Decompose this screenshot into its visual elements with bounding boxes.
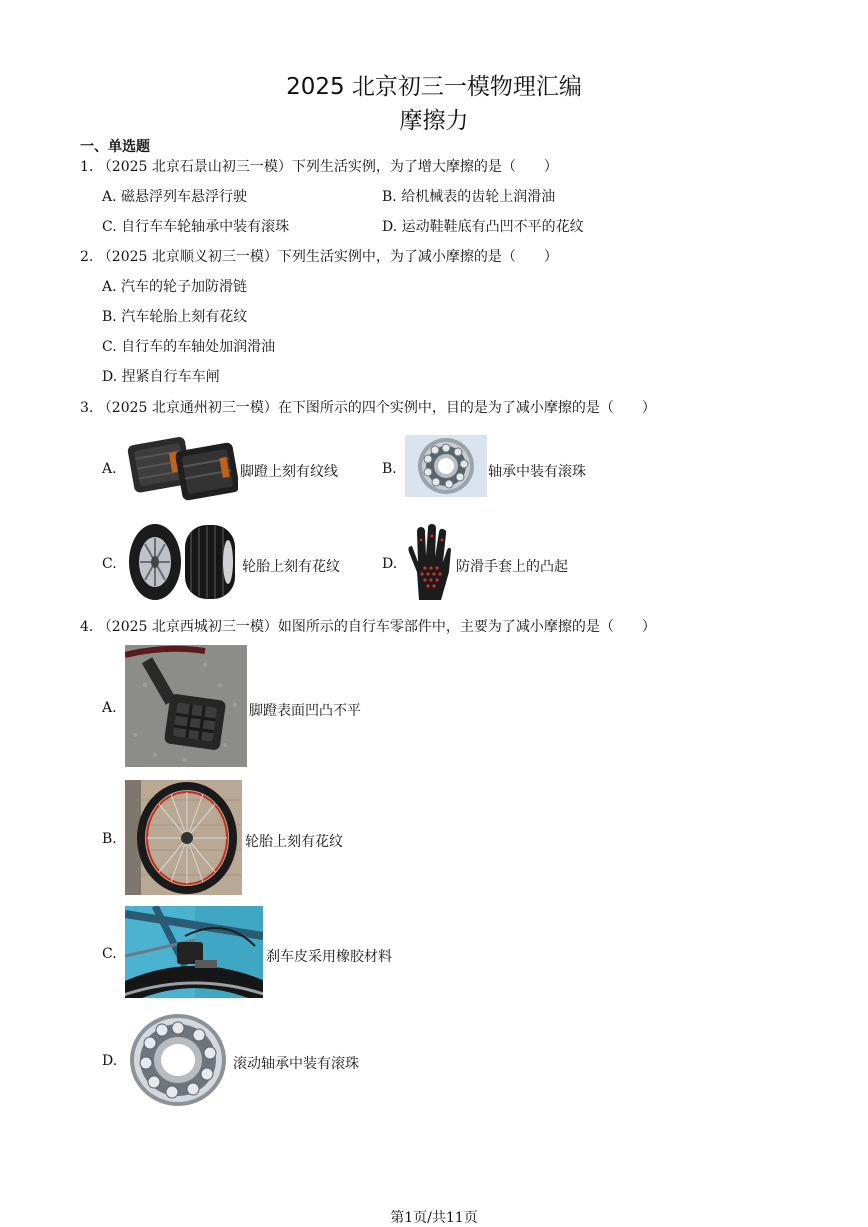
q3-option-c-text: 轮胎上刻有花纹 [242, 559, 340, 575]
q4-option-d-text: 滚动轴承中装有滚珠 [233, 1056, 359, 1072]
brake-photo [125, 906, 263, 998]
option-text: 自行车车轮轴承中装有滚珠 [121, 219, 290, 235]
option-letter: D. [382, 219, 398, 235]
q4-option-b-text: 轮胎上刻有花纹 [245, 834, 343, 850]
option-letter: C. [102, 219, 117, 235]
q1-option-a [102, 186, 247, 206]
question-4-stem: 4. （2025 北京西城初三一模）如图所示的自行车零部件中，主要为了减小摩擦的是（ ） [80, 619, 656, 635]
option-letter: B. [102, 309, 117, 325]
page-number: 第1页/共11页 [390, 1210, 478, 1226]
q3-option-a-letter: A. [102, 461, 117, 477]
page-title: 2025 北京初三一模物理汇编 [286, 74, 582, 100]
q4-option-c-letter: C. [102, 946, 117, 962]
option-text: 捏紧自行车车闸 [121, 369, 220, 385]
q4-option-c-text: 刹车皮采用橡胶材料 [266, 949, 392, 965]
question-2-stem: 2. （2025 北京顺义初三一模）下列生活实例中，为了减小摩擦的是（ ） [80, 249, 558, 265]
q1-option-c [102, 216, 289, 236]
q3-option-c-letter: C. [102, 556, 117, 572]
q2-option-b [102, 306, 247, 326]
option-letter: B. [382, 189, 397, 205]
bike-pedal-photo [125, 645, 247, 767]
option-letter: D. [102, 369, 118, 385]
option-letter: A. [102, 279, 117, 295]
tire-photo [125, 522, 238, 602]
question-1-stem: 1. （2025 北京石景山初三一模）下列生活实例，为了增大摩擦的是（ ） [80, 159, 558, 175]
q2-option-a [102, 276, 247, 296]
ball-bearing-photo [125, 1008, 231, 1108]
q3-option-b-letter: B. [382, 461, 397, 477]
bearing-photo [405, 435, 487, 497]
option-text: 磁悬浮列车悬浮行驶 [121, 189, 248, 205]
option-text: 给机械表的齿轮上润滑油 [401, 189, 556, 205]
question-3-stem: 3. （2025 北京通州初三一模）在下图所示的四个实例中，目的是为了减小摩擦的是（ ） [80, 400, 656, 416]
q3-option-a-text: 脚蹬上刻有纹线 [240, 464, 338, 480]
q3-option-d-letter: D. [382, 556, 398, 572]
section-heading: 一、单选题 [80, 139, 150, 155]
q3-option-b-text: 轴承中装有滚珠 [488, 464, 586, 480]
q4-option-d-letter: D. [102, 1053, 118, 1069]
option-letter: A. [102, 189, 117, 205]
option-letter: C. [102, 339, 117, 355]
q3-option-d-text: 防滑手套上的凸起 [456, 559, 568, 575]
q4-option-b-letter: B. [102, 831, 117, 847]
option-text: 汽车的轮子加防滑链 [121, 279, 248, 295]
q1-option-b [382, 186, 555, 206]
pedal-photo [125, 425, 238, 505]
q2-option-d [102, 366, 220, 386]
option-text: 自行车的车轴处加润滑油 [121, 339, 276, 355]
bike-wheel-photo [125, 780, 242, 895]
q4-option-a-letter: A. [102, 700, 117, 716]
option-text: 汽车轮胎上刻有花纹 [121, 309, 248, 325]
q2-option-c [102, 336, 275, 356]
glove-photo [405, 522, 453, 602]
page-subtitle: 摩擦力 [399, 108, 469, 134]
option-text: 运动鞋鞋底有凸凹不平的花纹 [401, 219, 584, 235]
q4-option-a-text: 脚蹬表面凹凸不平 [249, 703, 361, 719]
q1-option-d [382, 216, 584, 236]
